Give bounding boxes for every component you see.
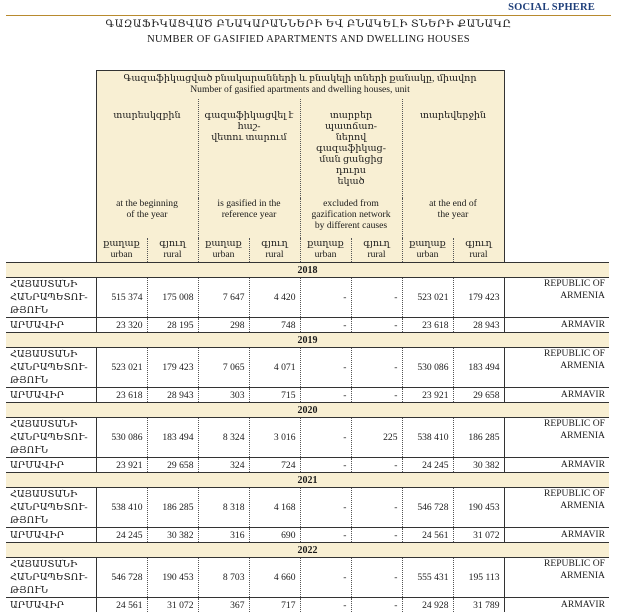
table-cell: 30 382 (453, 458, 504, 473)
table-cell: 546 728 (402, 488, 453, 528)
table-cell: 8 703 (198, 558, 249, 598)
header-group-gasified (198, 99, 300, 198)
row-label-republic-arm (6, 278, 96, 318)
header-urban: քաղաք urban (300, 238, 351, 263)
header-rural: գյուղ rural (351, 238, 402, 263)
header-group-excluded-en: excluded from gazification network by different causes (304, 198, 399, 231)
table-row-republic (6, 348, 609, 388)
table-cell: 30 382 (147, 528, 198, 543)
table-cell: 190 453 (147, 558, 198, 598)
header-group-excluded-arm: տարբեր պատճառ- ներով գազաֆիկաց- ման ցանցից դուրս եկած (304, 110, 399, 187)
table-row-armavir (6, 598, 609, 612)
table-row-armavir (6, 388, 609, 403)
table-row-republic (6, 558, 609, 598)
table-cell: 316 (198, 528, 249, 543)
table-cell: 367 (198, 598, 249, 612)
table-cell: 23 921 (96, 458, 147, 473)
table-cell: 4 420 (249, 278, 300, 318)
header-rule (6, 15, 611, 16)
year-row (6, 403, 609, 418)
header-top-arm: Գազաֆիկացված բնակարանների և բնակելի տների քանակը, միավոր (100, 73, 501, 84)
table-cell: 179 423 (453, 278, 504, 318)
table-cell: 4 660 (249, 558, 300, 598)
row-label-republic-arm-line1: ՀԱՅԱՍՏԱՆԻ (10, 418, 93, 431)
header-group-gasified-en: is gasified in the reference year (202, 198, 297, 220)
header-group-begin-en: at the beginning of the year (100, 198, 195, 220)
table-cell: 4 071 (249, 348, 300, 388)
title-armenian: ԳԱԶԱՖԻԿԱՑՎԱԾ ԲՆԱԿԱՐԱՆՆԵՐԻ ԵՎ ԲՆԱԿԵԼԻ ՏՆԵՐԻ ՔԱՆԱԿԸ (0, 18, 617, 30)
table-cell: 28 943 (147, 388, 198, 403)
table-cell: 324 (198, 458, 249, 473)
table-cell: - (300, 388, 351, 403)
table-row-republic (6, 488, 609, 528)
table-cell: 23 618 (402, 318, 453, 333)
row-label-armavir-arm: ԱՐՄԱՎԻՐ (6, 458, 96, 473)
table-cell: 24 928 (402, 598, 453, 612)
row-label-republic-en: REPUBLIC OF ARMENIA (504, 558, 609, 598)
row-label-armavir-en: ARMAVIR (504, 318, 609, 333)
table-cell: 538 410 (402, 418, 453, 458)
header-urban: քաղաք urban (402, 238, 453, 263)
table-cell: - (300, 278, 351, 318)
table-cell: - (300, 558, 351, 598)
table-cell: 31 072 (453, 528, 504, 543)
table-cell: 195 113 (453, 558, 504, 598)
row-label-republic-arm (6, 418, 96, 458)
table-cell: 23 320 (96, 318, 147, 333)
header-group-begin-arm: տարեսկզբին (100, 110, 195, 121)
table-cell: 523 021 (96, 348, 147, 388)
table-cell: 690 (249, 528, 300, 543)
table-cell: - (351, 318, 402, 333)
header-rural: գյուղ rural (249, 238, 300, 263)
row-label-republic-en: REPUBLIC OF ARMENIA (504, 348, 609, 388)
table-cell: 190 453 (453, 488, 504, 528)
table-cell: 24 561 (96, 598, 147, 612)
table-cell: 538 410 (96, 488, 147, 528)
row-label-republic-arm-line1: ՀԱՅԱՍՏԱՆԻ (10, 278, 93, 291)
year-label: 2022 (6, 543, 609, 558)
table-cell: 28 943 (453, 318, 504, 333)
row-label-republic-en: REPUBLIC OF ARMENIA (504, 488, 609, 528)
year-row (6, 333, 609, 348)
table-cell: 183 494 (453, 348, 504, 388)
table-cell: - (351, 348, 402, 388)
table-header-top (96, 71, 504, 100)
table-cell: 175 008 (147, 278, 198, 318)
table-cell: - (351, 528, 402, 543)
header-group-gasified-arm: գազաֆիկացվել է հաշ- վետու տարում (202, 110, 297, 143)
row-label-republic-arm-line1: ՀԱՅԱՍՏԱՆԻ (10, 348, 93, 361)
header-top-en: Number of gasified apartments and dwelling houses, unit (100, 84, 501, 95)
table-cell: 515 374 (96, 278, 147, 318)
row-label-republic-arm-line2: ՀԱՆՐԱՊԵՏՈՒ- ԹՅՈՒՆ (10, 501, 93, 527)
table-cell: 23 921 (402, 388, 453, 403)
header-group-excluded (300, 99, 402, 198)
table-cell: - (351, 458, 402, 473)
gasification-table (6, 70, 609, 612)
title-english: NUMBER OF GASIFIED APARTMENTS AND DWELLING HOUSES (0, 34, 617, 45)
year-row (6, 473, 609, 488)
row-label-armavir-en: ARMAVIR (504, 598, 609, 612)
table-cell: - (351, 558, 402, 598)
table-cell: 530 086 (96, 418, 147, 458)
table-row-armavir (6, 318, 609, 333)
header-group-end-arm: տարեվերջին (406, 110, 501, 121)
header-group-end-en: at the end of the year (406, 198, 501, 220)
table-cell: - (300, 418, 351, 458)
header-group-end (402, 99, 504, 198)
table-cell: 748 (249, 318, 300, 333)
header-rural: գյուղ rural (453, 238, 504, 263)
table-cell: 717 (249, 598, 300, 612)
table-cell: - (300, 598, 351, 612)
row-label-armavir-arm: ԱՐՄԱՎԻՐ (6, 388, 96, 403)
year-label: 2020 (6, 403, 609, 418)
row-label-republic-en: REPUBLIC OF ARMENIA (504, 418, 609, 458)
row-label-republic-arm-line2: ՀԱՆՐԱՊԵՏՈՒ- ԹՅՈՒՆ (10, 361, 93, 387)
table-cell: - (300, 348, 351, 388)
table-cell: 183 494 (147, 418, 198, 458)
table-row-armavir (6, 528, 609, 543)
row-label-republic-arm (6, 488, 96, 528)
table-cell: 4 168 (249, 488, 300, 528)
row-label-armavir-en: ARMAVIR (504, 458, 609, 473)
table-cell: - (351, 278, 402, 318)
table-cell: 530 086 (402, 348, 453, 388)
row-label-republic-arm (6, 558, 96, 598)
row-label-republic-arm-line2: ՀԱՆՐԱՊԵՏՈՒ- ԹՅՈՒՆ (10, 431, 93, 457)
table-cell: 724 (249, 458, 300, 473)
table-cell: 31 789 (453, 598, 504, 612)
table-cell: 31 072 (147, 598, 198, 612)
row-label-armavir-arm: ԱՐՄԱՎԻՐ (6, 598, 96, 612)
table-cell: 29 658 (453, 388, 504, 403)
table-cell: 715 (249, 388, 300, 403)
section-label: SOCIAL SPHERE (508, 2, 595, 13)
table-cell: 186 285 (147, 488, 198, 528)
table-cell: 186 285 (453, 418, 504, 458)
table-cell: 23 618 (96, 388, 147, 403)
table-cell: 555 431 (402, 558, 453, 598)
table-cell: 7 647 (198, 278, 249, 318)
table-cell: - (300, 488, 351, 528)
table-cell: 24 245 (96, 528, 147, 543)
header-urban: քաղաք urban (198, 238, 249, 263)
table-row-republic (6, 278, 609, 318)
table-cell: - (351, 488, 402, 528)
row-label-armavir-arm: ԱՐՄԱՎԻՐ (6, 318, 96, 333)
table-cell: 179 423 (147, 348, 198, 388)
table-cell: 8 318 (198, 488, 249, 528)
table-cell: 225 (351, 418, 402, 458)
year-label: 2021 (6, 473, 609, 488)
table-row-armavir (6, 458, 609, 473)
table-cell: 28 195 (147, 318, 198, 333)
table-cell: 546 728 (96, 558, 147, 598)
row-label-republic-arm-line2: ՀԱՆՐԱՊԵՏՈՒ- ԹՅՈՒՆ (10, 291, 93, 317)
year-label: 2018 (6, 263, 609, 278)
row-label-republic-arm-line2: ՀԱՆՐԱՊԵՏՈՒ- ԹՅՈՒՆ (10, 571, 93, 597)
table-cell: - (351, 388, 402, 403)
row-label-republic-en: REPUBLIC OF ARMENIA (504, 278, 609, 318)
table-cell: - (351, 598, 402, 612)
table-cell: 24 245 (402, 458, 453, 473)
row-label-armavir-en: ARMAVIR (504, 528, 609, 543)
table-cell: - (300, 318, 351, 333)
table-cell: 523 021 (402, 278, 453, 318)
table-cell: - (300, 528, 351, 543)
row-label-republic-arm (6, 348, 96, 388)
row-label-republic-arm-line1: ՀԱՅԱՍՏԱՆԻ (10, 558, 93, 571)
table-cell: 303 (198, 388, 249, 403)
table-row-republic (6, 418, 609, 458)
year-row (6, 263, 609, 278)
header-urban: քաղաք urban (96, 238, 147, 263)
year-row (6, 543, 609, 558)
table-cell: 3 016 (249, 418, 300, 458)
table-cell: 29 658 (147, 458, 198, 473)
table-cell: 298 (198, 318, 249, 333)
header-group-begin (96, 99, 198, 198)
row-label-republic-arm-line1: ՀԱՅԱՍՏԱՆԻ (10, 488, 93, 501)
table-cell: 24 561 (402, 528, 453, 543)
row-label-armavir-en: ARMAVIR (504, 388, 609, 403)
table-cell: - (300, 458, 351, 473)
table-cell: 8 324 (198, 418, 249, 458)
year-label: 2019 (6, 333, 609, 348)
table-cell: 7 065 (198, 348, 249, 388)
row-label-armavir-arm: ԱՐՄԱՎԻՐ (6, 528, 96, 543)
header-rural: գյուղ rural (147, 238, 198, 263)
